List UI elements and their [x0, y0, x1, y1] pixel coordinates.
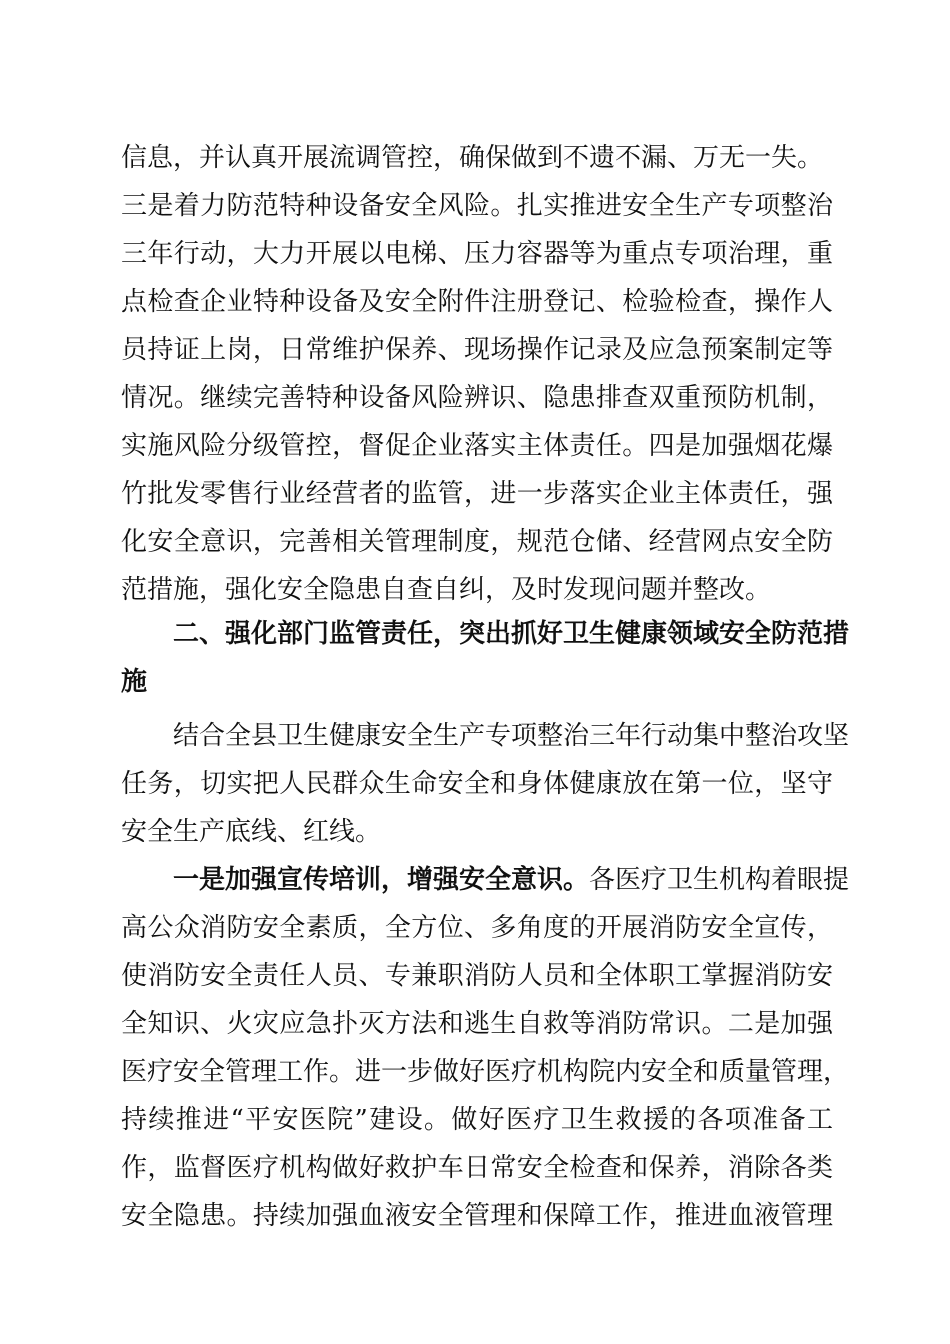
text-line: 情况。继续完善特种设备风险辨识、隐患排查双重预防机制，: [121, 383, 833, 413]
text-line: 安全生产底线、红线。: [121, 817, 382, 847]
text-line: 任务，切实把人民群众生命安全和身体健康放在第一位，坚守: [121, 769, 833, 799]
text-line: 高公众消防安全素质，全方位、多角度的开展消防安全宣传，: [121, 913, 833, 943]
text-line: 信息，并认真开展流调管控，确保做到不遗不漏、万无一失。: [121, 143, 824, 173]
paragraph-first-line: [173, 856, 850, 904]
text-line: 安全隐患。持续加强血液安全管理和保障工作，推进血液管理: [121, 1201, 833, 1231]
text-line: 三是着力防范特种设备安全风险。扎实推进安全生产专项整治: [121, 191, 833, 221]
text-line: 员持证上岗，日常维护保养、现场操作记录及应急预案制定等: [121, 335, 833, 365]
section-heading: 二、强化部门监管责任，突出抓好卫生健康领域安全防范措: [173, 619, 850, 649]
text-line: 化安全意识，完善相关管理制度，规范仓储、经营网点安全防: [121, 527, 833, 557]
text-line: 使消防安全责任人员、专兼职消防人员和全体职工掌握消防安: [121, 961, 833, 991]
text-line: 持续推进“平安医院”建设。做好医疗卫生救援的各项准备工: [121, 1105, 833, 1135]
text-line: 竹批发零售行业经营者的监管，进一步落实企业主体责任，强: [121, 479, 833, 509]
section-heading-continuation: 施: [121, 667, 148, 697]
text-line: 作，监督医疗机构做好救护车日常安全检查和保养，消除各类: [121, 1153, 833, 1183]
text-line: 实施风险分级管控，督促企业落实主体责任。四是加强烟花爆: [121, 431, 833, 461]
text-line: 医疗安全管理工作。进一步做好医疗机构院内安全和质量管理，: [121, 1057, 850, 1087]
paragraph-lead: 一是加强宣传培训，增强安全意识。: [173, 865, 590, 895]
paragraph-first-line-rest: 各医疗卫生机构着眼提: [589, 865, 850, 895]
text-line: 范措施，强化安全隐患自查自纠，及时发现问题并整改。: [121, 575, 772, 605]
text-line: 三年行动，大力开展以电梯、压力容器等为重点专项治理，重: [121, 239, 833, 269]
text-line: 结合全县卫生健康安全生产专项整治三年行动集中整治攻坚: [173, 721, 850, 751]
text-line: 全知识、火灾应急扑灭方法和逃生自救等消防常识。二是加强: [121, 1009, 833, 1039]
text-line: 点检查企业特种设备及安全附件注册登记、检验检查，操作人: [121, 287, 833, 317]
